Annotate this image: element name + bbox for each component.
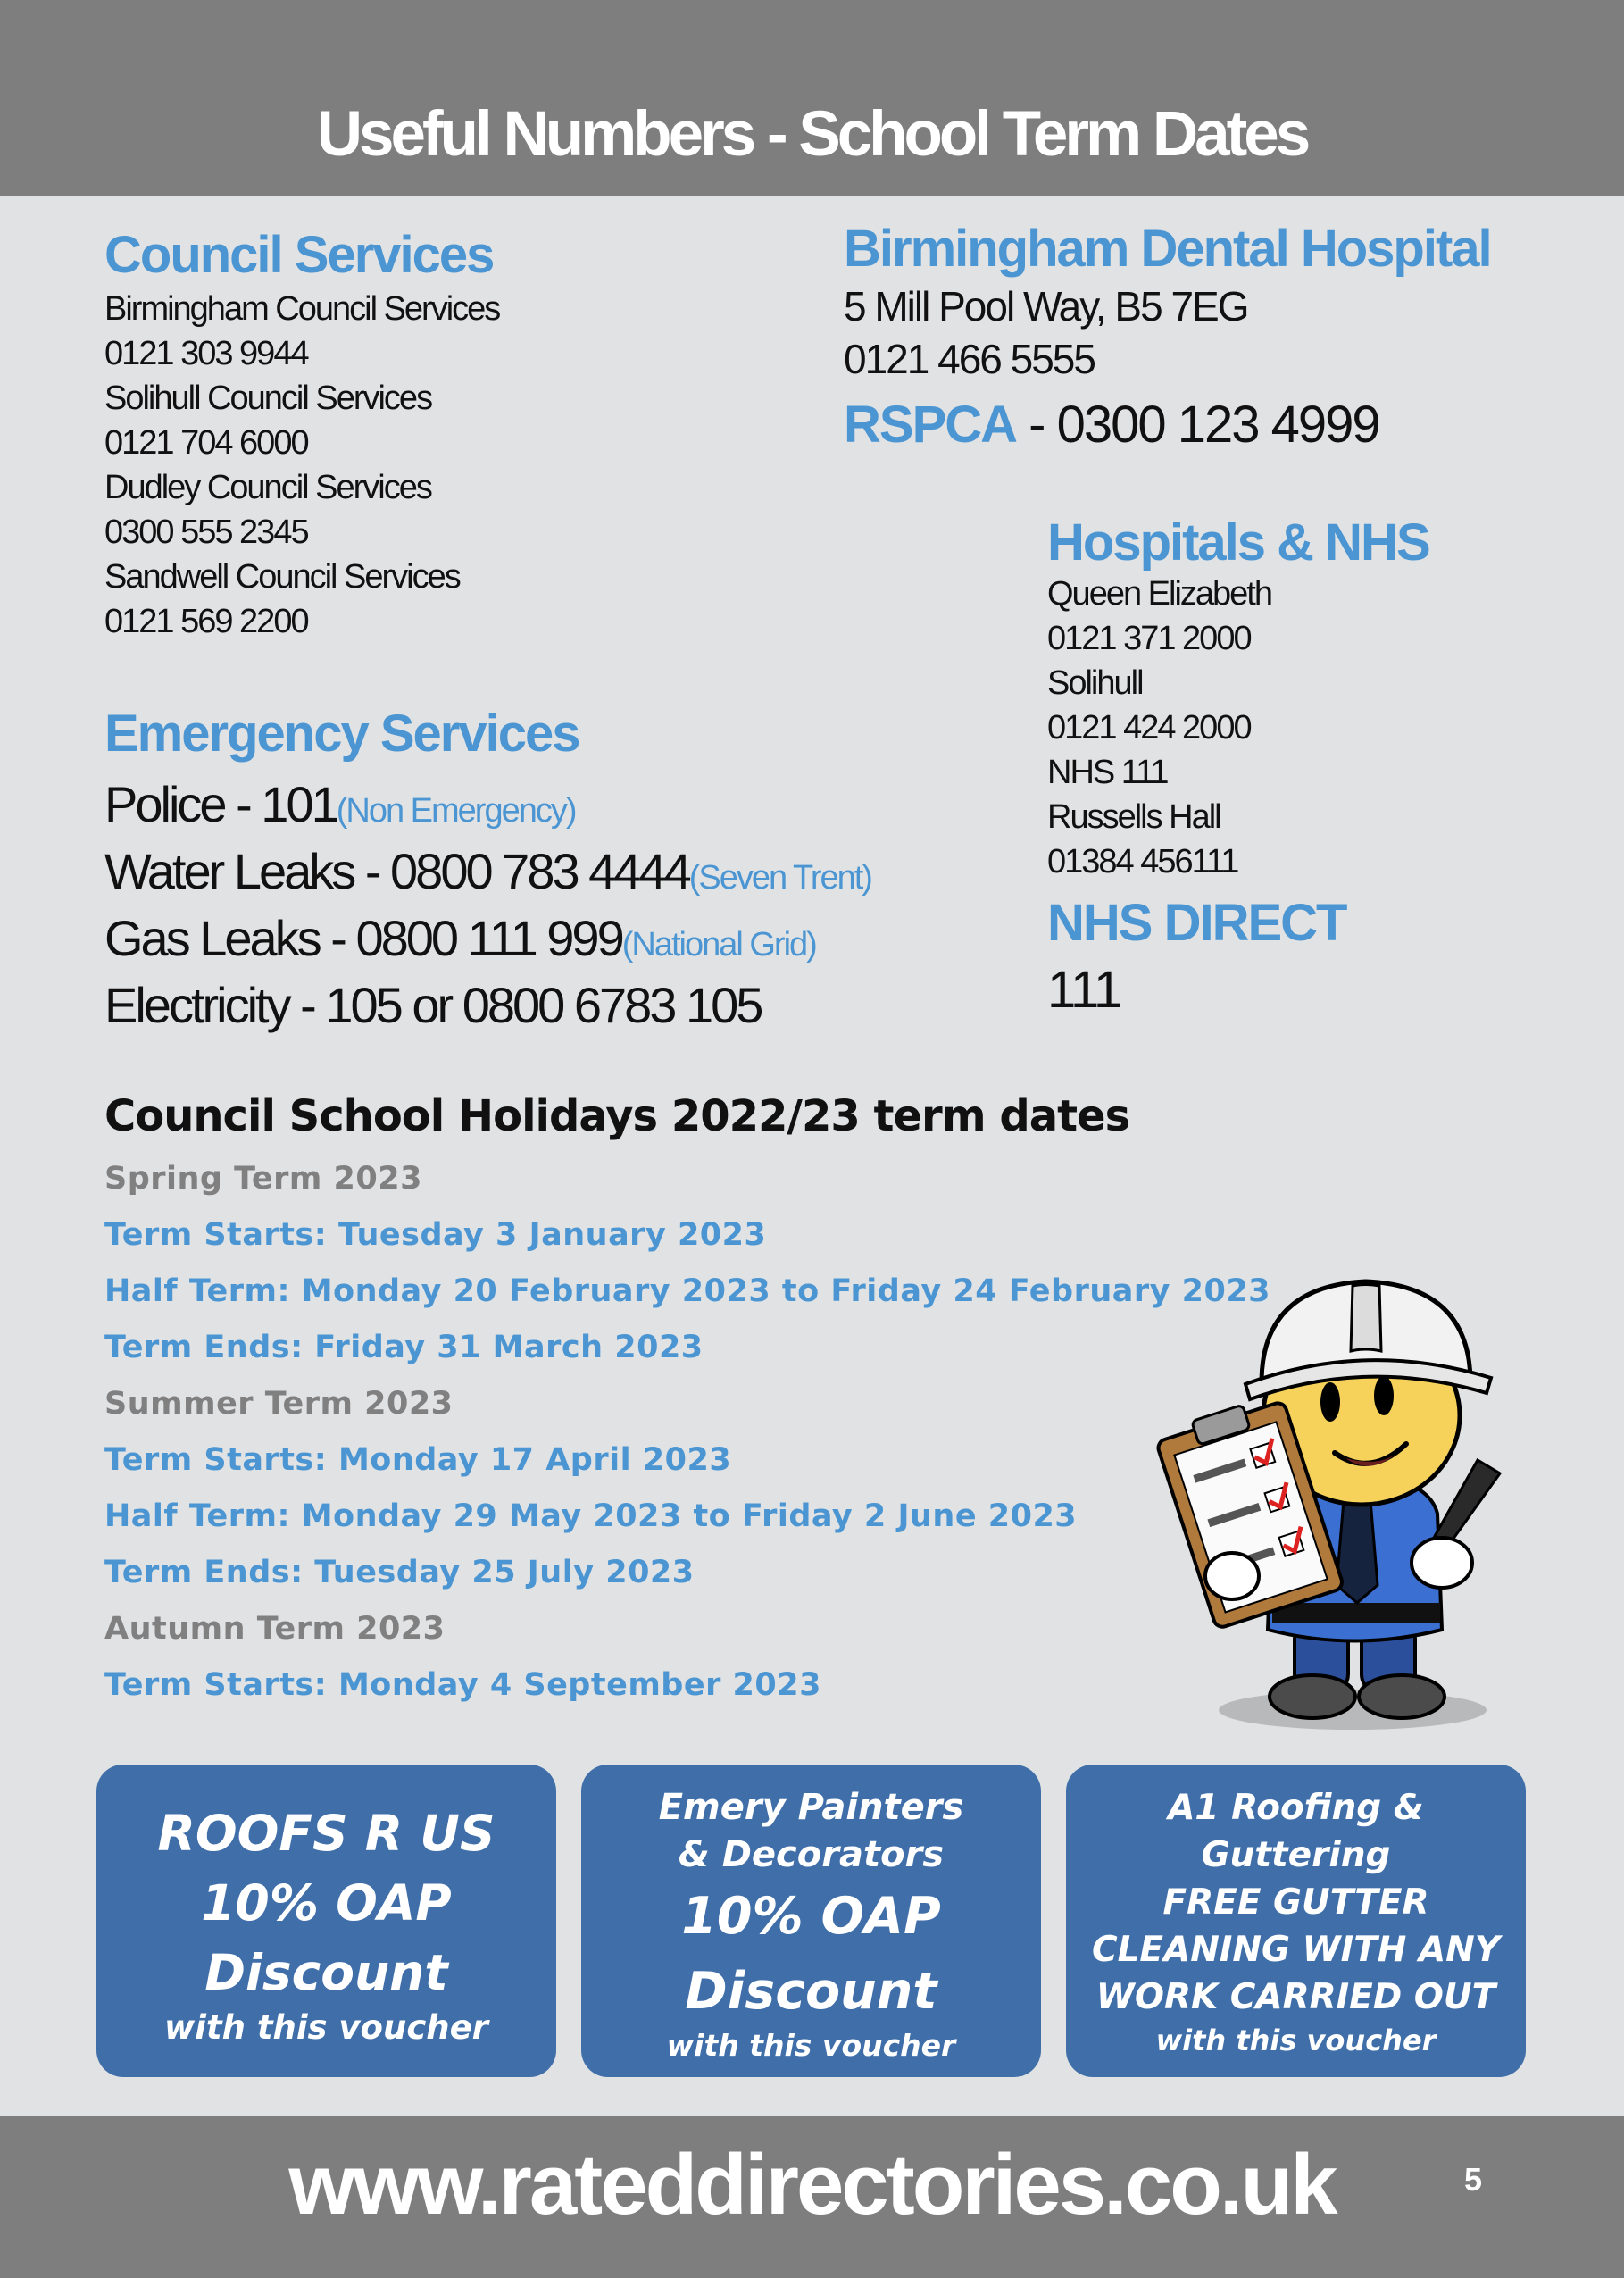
voucher-roofs-r-us: ROOFS R US 10% OAP Discount with this voucher — [96, 1765, 556, 2077]
emergency-heading: Emergency Services — [104, 705, 579, 763]
page-number: 5 — [1464, 2161, 1483, 2198]
term-line: Term Starts: Monday 17 April 2023 — [104, 1442, 732, 1478]
emergency-item: Electricity - 105 or 0800 6783 105 — [104, 977, 762, 1033]
nhs-direct-heading: NHS DIRECT — [1047, 894, 1346, 952]
hospital-line: Queen Elizabeth — [1047, 575, 1271, 613]
council-line: 0300 555 2345 — [104, 513, 308, 551]
dental-address: 5 Mill Pool Way, B5 7EG — [844, 283, 1248, 330]
hospital-line: 0121 424 2000 — [1047, 709, 1251, 747]
hospital-line: 0121 371 2000 — [1047, 620, 1251, 657]
page-title: Useful Numbers - School Term Dates — [316, 99, 1308, 170]
dental-phone: 0121 466 5555 — [844, 336, 1095, 382]
council-line: 0121 569 2200 — [104, 603, 308, 640]
emergency-item: Gas Leaks - 0800 111 999(National Grid) — [104, 910, 816, 966]
council-line: 0121 303 9944 — [104, 335, 308, 372]
rspca-label: RSPCA — [844, 396, 1017, 454]
term-line: Summer Term 2023 — [104, 1386, 454, 1422]
emergency-item: Water Leaks - 0800 783 4444(Seven Trent) — [104, 843, 871, 899]
nhs-direct-number: 111 — [1047, 961, 1121, 1019]
voucher-emery-painters: Emery Painters & Decorators 10% OAP Discount with this voucher — [581, 1765, 1041, 2077]
emergency-item: Police - 101(Non Emergency) — [104, 776, 576, 832]
term-line: Autumn Term 2023 — [104, 1611, 446, 1647]
hospital-line: NHS 111 — [1047, 754, 1168, 791]
council-line: Dudley Council Services — [104, 469, 431, 506]
term-line: Term Starts: Monday 4 September 2023 — [104, 1667, 821, 1703]
hospital-line: 01384 456111 — [1047, 843, 1238, 880]
term-line: Half Term: Monday 29 May 2023 to Friday 2 June 2023 — [104, 1498, 1078, 1534]
hospitals-heading: Hospitals & NHS — [1047, 513, 1429, 572]
term-line: Term Ends: Friday 31 March 2023 — [104, 1330, 704, 1365]
term-line: Spring Term 2023 — [104, 1161, 422, 1197]
rspca-number: - 0300 123 4999 — [1016, 396, 1379, 454]
term-line: Term Starts: Tuesday 3 January 2023 — [104, 1217, 767, 1253]
rspca-line — [844, 395, 1379, 455]
council-heading: Council Services — [104, 226, 494, 284]
term-line: Term Ends: Tuesday 25 July 2023 — [104, 1555, 695, 1590]
council-line: 0121 704 6000 — [104, 424, 308, 462]
term-dates-heading: Council School Holidays 2022/23 term dates — [104, 1091, 1130, 1141]
council-line: Sandwell Council Services — [104, 558, 460, 596]
council-line: Birmingham Council Services — [104, 290, 500, 328]
dental-heading: Birmingham Dental Hospital — [844, 220, 1491, 278]
mascot-builder-illustration — [1147, 1246, 1531, 1746]
council-line: Solihull Council Services — [104, 380, 432, 417]
hospital-line: Solihull — [1047, 664, 1143, 702]
term-line: Half Term: Monday 20 February 2023 to Friday 24 February 2023 — [104, 1273, 1271, 1309]
hospital-line: Russells Hall — [1047, 798, 1220, 836]
voucher-a1-roofing: A1 Roofing & Guttering FREE GUTTER CLEANING WITH ANY WORK CARRIED OUT with this voucher — [1066, 1765, 1526, 2077]
website-url[interactable]: www.rateddirectories.co.uk — [288, 2137, 1336, 2232]
